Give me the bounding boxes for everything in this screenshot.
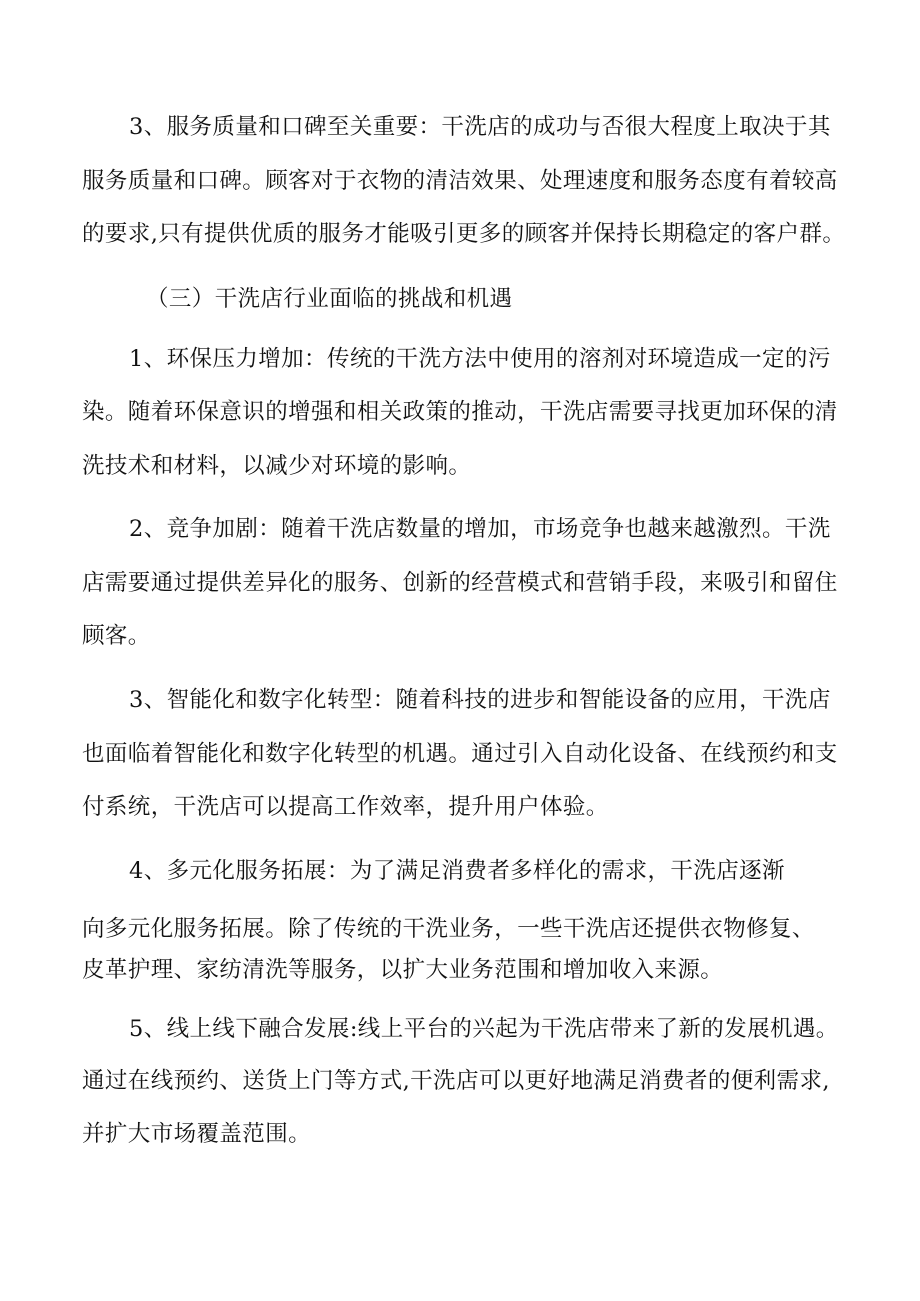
- paragraph-line: 皮革护理、家纺清洗等服务，以扩大业务范围和增加收入来源。: [82, 957, 724, 983]
- paragraph-line: 5、线上线下融合发展:线上平台的兴起为干洗店带来了新的发展机遇。: [129, 1016, 839, 1042]
- paragraph-line: 4、多元化服务拓展：为了满足消费者多样化的需求，干洗店逐渐: [129, 858, 785, 884]
- paragraph-line: 的要求,只有提供优质的服务才能吸引更多的顾客并保持长期稳定的客户群。: [82, 221, 846, 247]
- paragraph-line: 3、服务质量和口碑至关重要：干洗店的成功与否很大程度上取决于其: [129, 114, 831, 140]
- paragraph-line: 付系统，干洗店可以提高工作效率，提升用户体验。: [82, 794, 609, 820]
- paragraph-line: 染。随着环保意识的增强和相关政策的推动，干洗店需要寻找更加环保的清: [82, 399, 838, 425]
- paragraph-line: 向多元化服务拓展。除了传统的干洗业务，一些干洗店还提供衣物修复、: [82, 916, 815, 942]
- paragraph-line: 顾客。: [82, 623, 151, 649]
- section-heading: （三）干洗店行业面临的挑战和机遇: [146, 286, 513, 312]
- paragraph-line: 服务质量和口碑。顾客对于衣物的清洁效果、处理速度和服务态度有着较高: [82, 168, 838, 194]
- paragraph-line: 洗技术和材料，以减少对环境的影响。: [82, 453, 472, 479]
- paragraph-line: 也面临着智能化和数字化转型的机遇。通过引入自动化设备、在线预约和支: [82, 741, 838, 767]
- paragraph-line: 并扩大市场覆盖范围。: [82, 1121, 312, 1147]
- paragraph-line: 2、竞争加剧：随着干洗店数量的增加，市场竞争也越来越激烈。干洗: [129, 516, 831, 542]
- paragraph-line: 店需要通过提供差异化的服务、创新的经营模式和营销手段，来吸引和留住: [82, 570, 838, 596]
- paragraph-line: 通过在线预约、送货上门等方式,干洗店可以更好地满足消费者的便利需求,: [82, 1068, 830, 1094]
- paragraph-line: 3、智能化和数字化转型：随着科技的进步和智能设备的应用，干洗店: [129, 687, 831, 713]
- paragraph-line: 1、环保压力增加：传统的干洗方法中使用的溶剂对环境造成一定的污: [129, 346, 831, 372]
